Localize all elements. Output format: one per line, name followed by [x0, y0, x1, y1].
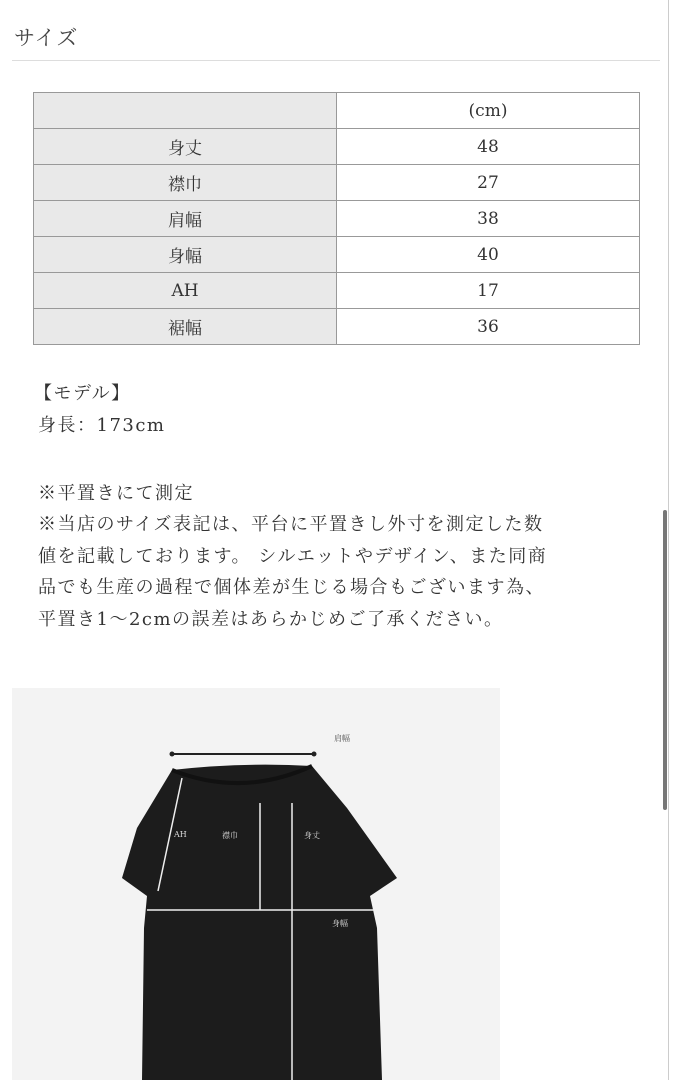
table-row: [34, 201, 640, 237]
note-line: 値を記載しております。 シルエットやデザイン、また同商: [38, 546, 548, 567]
size-table: [33, 92, 640, 345]
table-row: [34, 309, 640, 345]
row-label: 身幅: [34, 237, 337, 273]
diagram-label-length: 身丈: [304, 831, 320, 840]
row-label: 襟巾: [34, 165, 337, 201]
row-value: 17: [337, 273, 640, 309]
note-line: 平置き1〜2cmの誤差はあらかじめご了承ください。: [38, 609, 504, 630]
table-row: [34, 273, 640, 309]
diagram-label-shoulder: 肩幅: [334, 734, 350, 743]
row-value: 38: [337, 201, 640, 237]
model-height: 身長：173cm: [38, 415, 166, 436]
row-label: 肩幅: [34, 201, 337, 237]
row-label: 身丈: [34, 129, 337, 165]
row-value: 36: [337, 309, 640, 345]
row-value: 40: [337, 237, 640, 273]
row-value: 48: [337, 129, 640, 165]
row-label: 裾幅: [34, 309, 337, 345]
row-value: 27: [337, 165, 640, 201]
table-header-row: [34, 93, 640, 129]
row-label: AH: [34, 273, 337, 309]
diagram-label-collar: 襟巾: [222, 831, 238, 840]
note-line: 品でも生産の過程で個体差が生じる場合もございます為、: [38, 577, 545, 598]
section-title: サイズ: [14, 26, 79, 50]
diagram-label-width: 身幅: [332, 919, 348, 928]
unit-header: (cm): [337, 93, 640, 129]
panel-border: [668, 0, 669, 1080]
measurement-diagram-image: [12, 688, 500, 1080]
diagram-label-ah: AH: [174, 830, 187, 839]
scrollbar[interactable]: [663, 510, 667, 810]
table-row: [34, 237, 640, 273]
sweater-illustration: [12, 688, 500, 1080]
table-row: [34, 129, 640, 165]
model-heading: 【モデル】: [34, 383, 131, 404]
table-row: [34, 165, 640, 201]
note-line: ※平置きにて測定: [38, 483, 194, 504]
divider: [12, 60, 660, 61]
header-empty-cell: [34, 93, 337, 129]
note-line: ※当店のサイズ表記は、平台に平置きし外寸を測定した数: [38, 514, 544, 535]
